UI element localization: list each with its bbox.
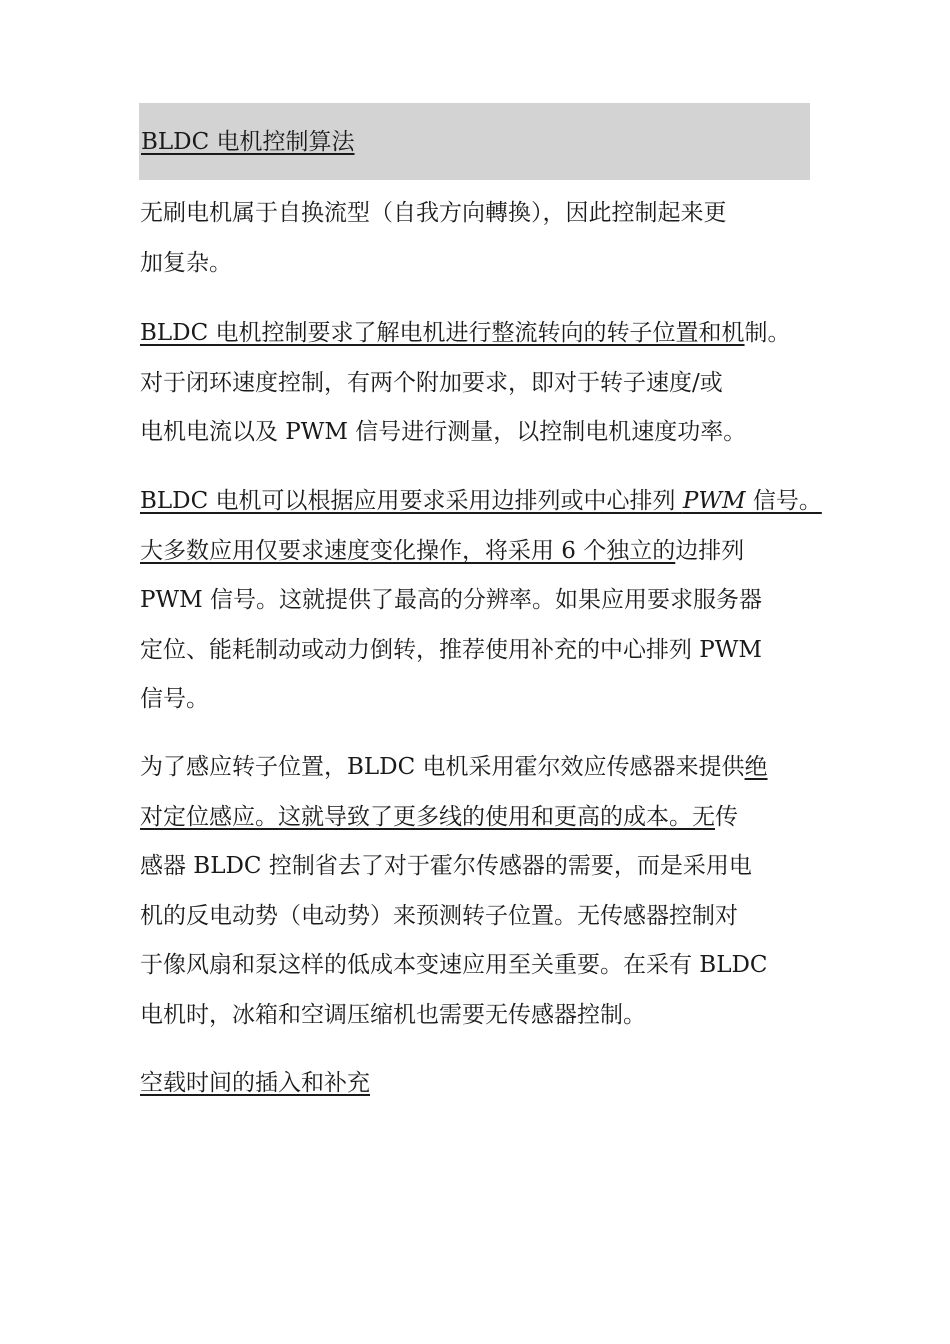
text-run: 制。 [744, 320, 791, 346]
text-run: BLDC 电机可以根据应用要求采用边排列或中心排列 [140, 488, 683, 514]
text-run: 于像风扇和泵这样的低成本变速应用至关重要。在采有 BLDC [140, 952, 768, 978]
text-run: 传 [715, 804, 738, 830]
text-run: 信号。 [745, 488, 822, 514]
section-heading: 空载时间的插入和补充 [140, 1070, 370, 1096]
text-line [140, 851, 752, 881]
text-line [140, 368, 723, 398]
text-run: 绝 [744, 754, 768, 780]
text-line [140, 950, 768, 980]
document-title: BLDC 电机控制算法 [141, 129, 355, 155]
title-bar [139, 103, 810, 180]
text-run: 电机时，冰箱和空调压缩机也需要无传感器控制。 [140, 1002, 646, 1028]
text-run: 为了感应转子位置，BLDC 电机采用霍尔效应传感器来提供 [140, 754, 745, 780]
text-run: 无刷电机属于自换流型（自我方向轉換），因此控制起来更 [140, 200, 727, 226]
text-run: 电机电流以及 PWM 信号进行测量，以控制电机速度功率。 [140, 419, 747, 445]
text-line [140, 318, 791, 348]
text-run: PWM [682, 488, 746, 514]
text-run: 感器 BLDC 控制省去了对于霍尔传感器的需要，而是采用电 [140, 853, 752, 879]
text-run: 信号。 [140, 686, 209, 712]
text-line [140, 248, 232, 278]
text-run: PWM 信号。这就提供了最高的分辨率。如果应用要求服务器 [140, 587, 762, 613]
text-run: 对于闭环速度控制，有两个附加要求，即对于转子速度/或 [140, 370, 723, 396]
text-line [140, 802, 738, 832]
text-line [140, 536, 744, 566]
text-line [140, 486, 822, 516]
text-line [140, 1000, 646, 1030]
text-run: 加复杂。 [140, 250, 232, 276]
text-line [140, 417, 746, 447]
text-line [140, 635, 762, 665]
text-line [140, 684, 209, 714]
text-line [140, 752, 768, 782]
text-line [140, 198, 727, 228]
text-line [140, 901, 738, 931]
text-run: 大多数应用仅要求速度变化操作，将采用 6 个独立的 [140, 538, 676, 564]
text-line [140, 585, 762, 615]
text-run: 定位、能耗制动或动力倒转，推荐使用补充的中心排列 PWM [140, 637, 762, 663]
text-run: 边排列 [675, 538, 745, 564]
text-run: 机的反电动势（电动势）来预测转子位置。无传感器控制对 [140, 903, 738, 929]
text-run: BLDC 电机控制要求了解电机进行整流转向的转子位置和机 [140, 320, 745, 346]
text-run: 对定位感应。这就导致了更多线的使用和更高的成本。无 [140, 804, 715, 830]
